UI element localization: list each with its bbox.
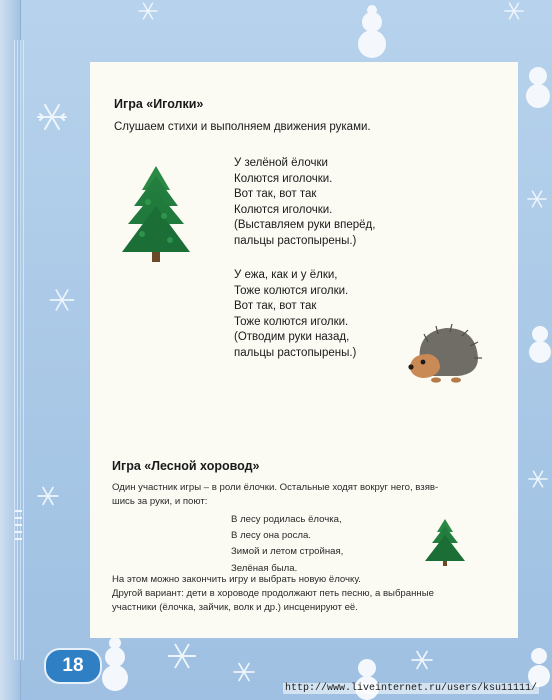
snowflake-icon xyxy=(48,286,76,314)
hedgehog-icon xyxy=(406,322,482,384)
page-number: 18 xyxy=(62,655,84,676)
game1-intro: Слушаем стихи и выполняем движения руками. xyxy=(114,121,371,133)
snowflake-icon xyxy=(527,468,549,490)
snowman-icon xyxy=(354,4,390,60)
snowflake-icon xyxy=(503,0,525,22)
game2-title: Игра «Лесной хоровод» xyxy=(112,459,260,473)
side-marks xyxy=(15,505,25,565)
snowman-icon xyxy=(528,320,552,364)
snowflake-icon xyxy=(36,484,60,508)
fir-tree-icon xyxy=(420,517,470,567)
page-stack-lines xyxy=(14,40,24,660)
game2-intro: Один участник игры – в роли ёлочки. Остальные ходят вокруг него, взяв- шись за руки, и поют: xyxy=(112,482,439,508)
fir-tree-icon xyxy=(118,164,194,264)
game1-verse1: У зелёной ёлочки Колются иголочки. Вот так, вот так Колются иголочки. (Выставляем руки вперёд, пальцы растопырены.) xyxy=(234,157,376,247)
snowflake-icon xyxy=(410,648,434,672)
snowflake-icon xyxy=(166,640,198,672)
game1-title: Игра «Иголки» xyxy=(114,97,204,111)
snowflake-icon xyxy=(526,188,548,210)
game2-song: В лесу родилась ёлочка, В лесу она росла. Зимой и летом стройная, Зелёная была. xyxy=(231,514,344,574)
snowflake-icon xyxy=(137,0,159,22)
snowman-icon xyxy=(524,60,552,110)
snowflake-icon xyxy=(35,100,69,134)
game1-verse2: У ежа, как и у ёлки, Тоже колются иголки. Вот так, вот так Тоже колются иголки. (Отводим руки назад, пальцы растопырены.) xyxy=(234,269,357,359)
game2-ending: На этом можно закончить игру и выбрать новую ёлочку. Другой вариант: дети в хороводе продолжают петь песню, а выбранные участники (ёлочка, зайчик, волк и др.) инсценируют её. xyxy=(112,574,434,614)
snowman-icon xyxy=(98,636,132,692)
watermark-url: http://www.liveinternet.ru/users/ksu11111/ xyxy=(285,683,538,694)
snowflake-icon xyxy=(232,660,256,684)
